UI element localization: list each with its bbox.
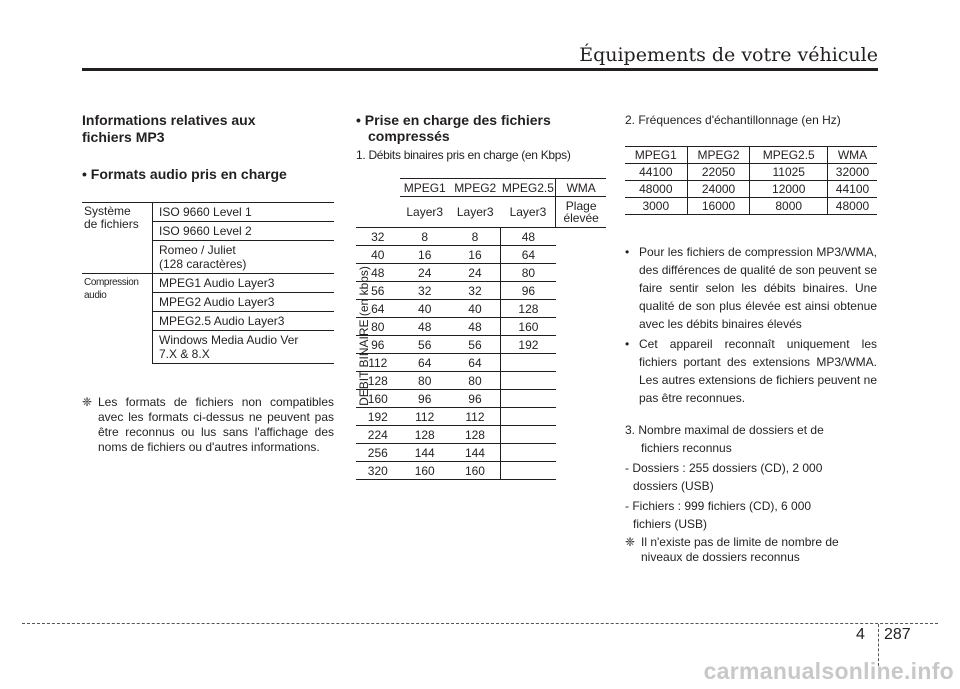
audio-formats-table [82, 202, 334, 364]
page-number: 287 [884, 626, 911, 643]
column-subheader: Layer3 [400, 197, 450, 228]
column-header: MPEG1 [400, 179, 450, 197]
table-row [356, 336, 606, 354]
table-cell: 160 [450, 462, 501, 480]
table-row [625, 181, 877, 198]
table-cell: 128 [400, 426, 450, 444]
table-cell: 256 [356, 444, 400, 462]
table-row [356, 282, 606, 300]
table-cell [501, 408, 556, 426]
format-cell [153, 241, 335, 274]
table-cell: 16000 [687, 198, 750, 215]
format-cell: ISO 9660 Level 1 [153, 203, 335, 222]
category-file-system [82, 203, 153, 274]
table-cell: 48 [501, 228, 556, 246]
column-header: MPEG2.5 [501, 180, 554, 195]
header-rule [82, 68, 878, 71]
table-row [356, 228, 606, 246]
table-cell: 48000 [625, 181, 687, 198]
column-subheader [556, 197, 606, 228]
table-cell: 32 [356, 228, 400, 246]
table-row [356, 462, 606, 480]
note-line: niveaux de dossiers reconnus [641, 550, 800, 564]
table-cell: 12000 [750, 181, 827, 198]
table-row [356, 318, 606, 336]
heading-line: fichiers reconnus [641, 441, 732, 455]
bullet-quality [625, 243, 877, 333]
table-cell: 64 [400, 354, 450, 372]
category-label: de fichiers [84, 217, 139, 231]
table-row [356, 426, 606, 444]
table-row [356, 300, 606, 318]
table-cell: 24 [400, 264, 450, 282]
table-cell: 32 [400, 282, 450, 300]
table-cell [501, 390, 556, 408]
table-cell: 24 [450, 264, 501, 282]
table-cell: 32000 [827, 164, 877, 181]
table-cell: 40 [450, 300, 501, 318]
table-cell: 112 [450, 408, 501, 426]
table-cell: 64 [356, 300, 400, 318]
category-label: audio [84, 290, 107, 301]
table-cell: 48 [450, 318, 501, 336]
table-cell: 128 [356, 372, 400, 390]
bitrate-table [356, 178, 606, 480]
table-cell: 48 [400, 318, 450, 336]
table-cell: 144 [450, 444, 501, 462]
table-cell: 22050 [687, 164, 750, 181]
table-cell: 8 [400, 228, 450, 246]
frequency-heading: 2. Fréquences d'échantillonnage (en Hz) [625, 113, 841, 127]
limit-line: - Dossiers : 255 dossiers (CD), 2 000 [625, 461, 823, 475]
bullet-extensions [625, 335, 877, 407]
bullet-text: Pour les fichiers de compression MP3/WMA, des différences de qualité de son peuvent se faire sentir selon les débits binaires. Une qualité de son plus élevée est ainsi obtenue avec les débits binaires élevés [639, 245, 877, 331]
table-cell: 160 [501, 318, 556, 336]
table-cell: 96 [356, 336, 400, 354]
table-cell: 8000 [750, 198, 827, 215]
format-line: Romeo / Juliet [159, 243, 236, 257]
table-cell: 112 [400, 408, 450, 426]
table-cell: 80 [450, 372, 501, 390]
table-header-row [356, 179, 606, 197]
table-row [356, 264, 606, 282]
bullet-mark: • [625, 337, 630, 351]
table-cell: 144 [400, 444, 450, 462]
table-cell: 40 [356, 246, 400, 264]
note-line: Il n'existe pas de limite de nombre de [641, 535, 839, 549]
table-header-row [625, 147, 877, 164]
section-heading-mp3-info [82, 112, 334, 146]
footer-dashed-rule [22, 623, 938, 624]
table-cell: 160 [356, 390, 400, 408]
table-cell: 48 [356, 264, 400, 282]
depth-note [625, 535, 877, 565]
table-cell: 56 [356, 282, 400, 300]
table-cell: 96 [501, 282, 556, 300]
formats-heading: • Formats audio pris en charge [82, 166, 287, 182]
table-cell: 16 [450, 246, 501, 264]
table-cell: 192 [501, 336, 556, 354]
subheader-line: Plage [565, 199, 597, 213]
notes-block [625, 243, 877, 565]
table-cell: 48000 [827, 198, 877, 215]
table-cell: 128 [501, 300, 556, 318]
table-cell: 96 [400, 390, 450, 408]
table-cell: 96 [450, 390, 501, 408]
column-subheader: Layer3 [450, 197, 501, 228]
table-row [625, 164, 877, 181]
table-cell: 112 [356, 354, 400, 372]
heading-line: • Prise en charge des fichiers [356, 112, 551, 128]
bullet-text: Cet appareil reconnaît uniquement les fichiers portant des extensions MP3/WMA. Les autres extensions de fichiers peuvent ne pas être reconnues. [639, 337, 877, 405]
subheader-line: élevée [563, 211, 599, 225]
table-cell [501, 372, 556, 390]
table-cell: 44100 [625, 164, 687, 181]
table-cell: 192 [356, 408, 400, 426]
bitrate-axis-label: DEBIT BINAIRE (en kbps) [357, 266, 371, 406]
heading-line: 3. Nombre maximal de dossiers et de [625, 423, 824, 437]
table-cell: 80 [356, 318, 400, 336]
column-subheader: Layer3 [501, 197, 556, 228]
column-header: MPEG2.5 [750, 147, 827, 164]
folders-limit [625, 459, 877, 495]
files-limit [625, 497, 877, 533]
table-cell: 40 [400, 300, 450, 318]
table-cell: 160 [400, 462, 450, 480]
table-cell: 32 [450, 282, 501, 300]
heading-line: fichiers MP3 [82, 129, 165, 145]
note-text: Les formats de fichiers non compatibles avec les formats ci-dessus ne peuvent pas être reconnus ou lus sans l'affichage des noms de fichiers ou d'autres informations. [98, 395, 334, 454]
chapter-number: 4 [856, 626, 865, 643]
table-row [356, 246, 606, 264]
table-cell: 56 [400, 336, 450, 354]
heading-line: Informations relatives aux [82, 112, 256, 128]
sampling-frequency-table [625, 146, 877, 215]
column-header: WMA [556, 179, 606, 197]
format-line: (128 caractères) [159, 257, 247, 271]
table-cell: 56 [450, 336, 501, 354]
category-label: Système [84, 204, 131, 218]
format-cell: ISO 9660 Level 2 [153, 222, 335, 241]
max-count-heading [625, 421, 877, 457]
table-row [356, 444, 606, 462]
format-line: 7.X & 8.X [159, 347, 210, 361]
category-label: Compression [84, 277, 139, 288]
table-cell [501, 426, 556, 444]
table-row [356, 390, 606, 408]
side-label-cell [356, 179, 400, 228]
table-cell: 24000 [687, 181, 750, 198]
table-row [356, 354, 606, 372]
column-header: MPEG2 [450, 179, 501, 197]
column-header: MPEG2 [687, 147, 750, 164]
table-cell: 11025 [750, 164, 827, 181]
table-row [356, 372, 606, 390]
table-cell: 64 [450, 354, 501, 372]
table-cell: 128 [450, 426, 501, 444]
column-header: MPEG1 [625, 147, 687, 164]
note-symbol-icon: ❈ [625, 535, 636, 549]
format-line: Windows Media Audio Ver [159, 333, 299, 347]
table-cell: 80 [400, 372, 450, 390]
unsupported-formats-note [82, 395, 334, 455]
compressed-files-heading [356, 112, 596, 144]
watermark: carmanualsonline.info [703, 658, 954, 684]
format-cell [153, 331, 335, 364]
table-cell: 224 [356, 426, 400, 444]
table-cell: 3000 [625, 198, 687, 215]
format-cell: MPEG2.5 Audio Layer3 [153, 312, 335, 331]
table-cell: 64 [501, 246, 556, 264]
table-cell [501, 444, 556, 462]
table-cell: 80 [501, 264, 556, 282]
table-cell: 44100 [827, 181, 877, 198]
bitrate-subheading: 1. Débits binaires pris en charge (en Kbps) [356, 148, 571, 162]
table-row [356, 408, 606, 426]
heading-line: compressés [368, 128, 450, 144]
column-header: WMA [827, 147, 877, 164]
table-cell: 16 [400, 246, 450, 264]
table-cell: 8 [450, 228, 501, 246]
limit-line: dossiers (USB) [633, 479, 714, 493]
table-cell: 320 [356, 462, 400, 480]
note-symbol-icon: ❈ [82, 395, 93, 409]
table-cell [501, 462, 556, 480]
format-cell: MPEG2 Audio Layer3 [153, 293, 335, 312]
bullet-mark: • [625, 245, 630, 259]
limit-line: - Fichiers : 999 fichiers (CD), 6 000 [625, 499, 812, 513]
table-row [625, 198, 877, 215]
chapter-title: Équipements de votre véhicule [579, 44, 878, 66]
format-cell: MPEG1 Audio Layer3 [153, 274, 335, 293]
limit-line: fichiers (USB) [633, 517, 708, 531]
category-audio-compression [82, 274, 153, 364]
table-cell [501, 354, 556, 372]
